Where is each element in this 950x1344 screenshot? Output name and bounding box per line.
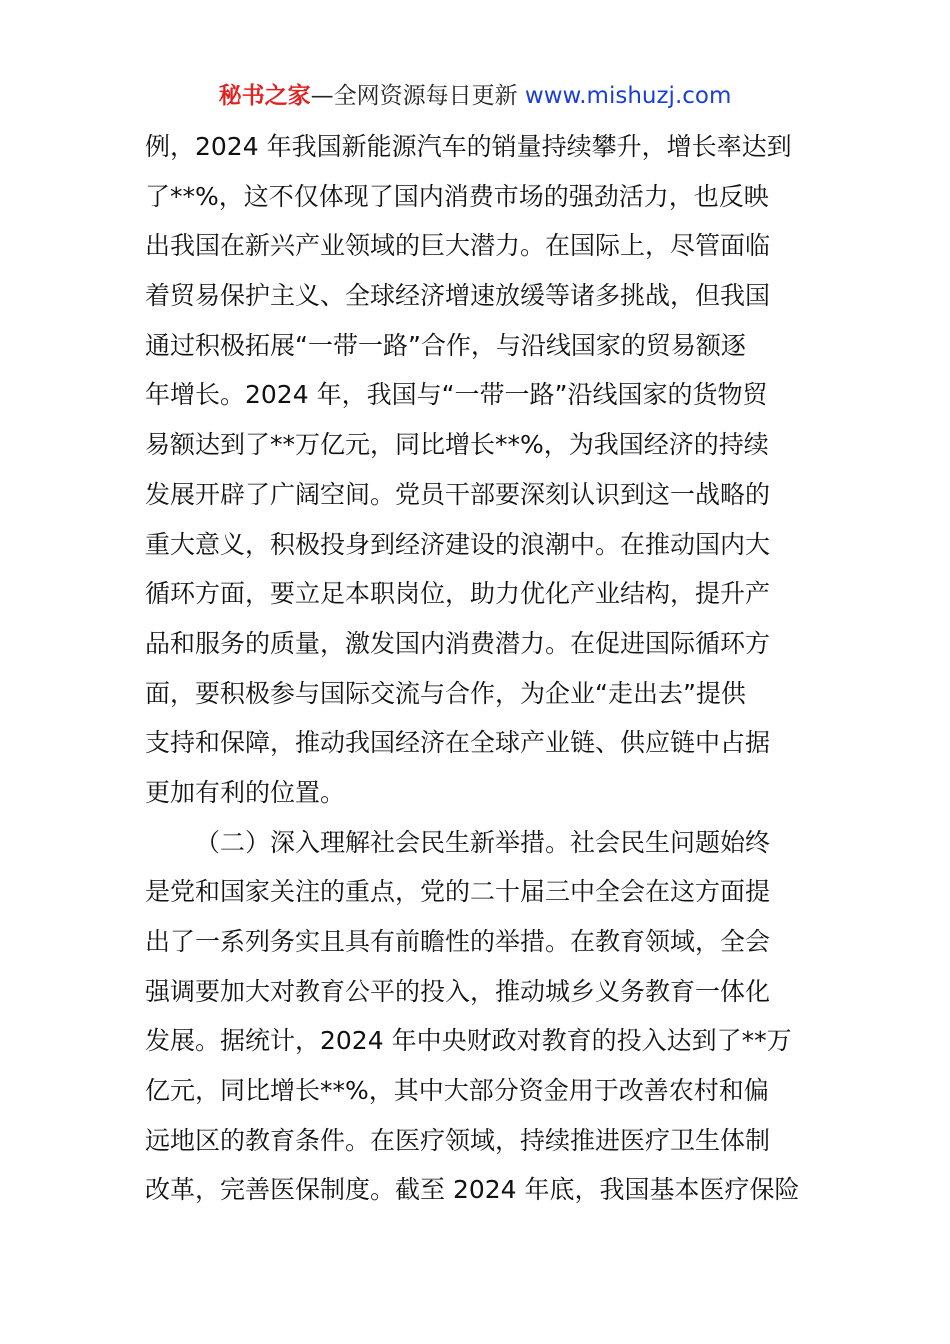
- text-line: 强调要加大对教育公平的投入，推动城乡义务教育一体化: [145, 976, 771, 1006]
- section-heading-line: （二）深入理解社会民生新举措。社会民生问题始终: [195, 827, 771, 857]
- text-line: 更加有利的位置。: [145, 777, 346, 807]
- site-url-link[interactable]: www.mishuzj.com: [517, 83, 732, 109]
- text-line: 亿元，同比增长**%，其中大部分资金用于改善农村和偏: [145, 1076, 769, 1106]
- text-line: 发展。据统计，2024 年中央财政对教育的投入达到了**万: [145, 1026, 792, 1056]
- site-tagline: —全网资源每日更新: [310, 83, 518, 109]
- text-line: 易额达到了**万亿元，同比增长**%，为我国经济的持续: [145, 430, 769, 460]
- document-body: [145, 122, 807, 1215]
- text-line: 年增长。2024 年，我国与“一带一路”沿线国家的货物贸: [145, 380, 768, 410]
- text-line: 远地区的教育条件。在医疗领域，持续推进医疗卫生体制: [145, 1125, 771, 1155]
- text-line: 循环方面，要立足本职岗位，助力优化产业结构，提升产: [145, 579, 771, 609]
- text-line: 是党和国家关注的重点，党的二十届三中全会在这方面提: [145, 877, 771, 907]
- text-line: 通过积极拓展“一带一路”合作，与沿线国家的贸易额逐: [145, 330, 746, 360]
- site-brand: 秘书之家: [218, 83, 311, 109]
- text-line: 发展开辟了广阔空间。党员干部要深刻认识到这一战略的: [145, 479, 771, 509]
- text-line: 面，要积极参与国际交流与合作，为企业“走出去”提供: [145, 678, 746, 708]
- text-line: 改革，完善医保制度。截至 2024 年底，我国基本医疗保险: [145, 1175, 800, 1205]
- text-line: 出我国在新兴产业领域的巨大潜力。在国际上，尽管面临: [145, 231, 771, 261]
- site-header: [0, 80, 950, 112]
- text-line: 品和服务的质量，激发国内消费潜力。在促进国际循环方: [145, 628, 771, 658]
- text-line: 出了一系列务实且具有前瞻性的举措。在教育领域，全会: [145, 927, 771, 956]
- text-line: 了**%，这不仅体现了国内消费市场的强劲活力，也反映: [145, 181, 769, 211]
- text-line: 例，2024 年我国新能源汽车的销量持续攀升，增长率达到: [145, 132, 792, 161]
- text-line: 着贸易保护主义、全球经济增速放缓等诸多挑战，但我国: [145, 281, 771, 311]
- text-line: 支持和保障，推动我国经济在全球产业链、供应链中占据: [145, 728, 771, 758]
- text-line: 重大意义，积极投身到经济建设的浪潮中。在推动国内大: [145, 529, 771, 559]
